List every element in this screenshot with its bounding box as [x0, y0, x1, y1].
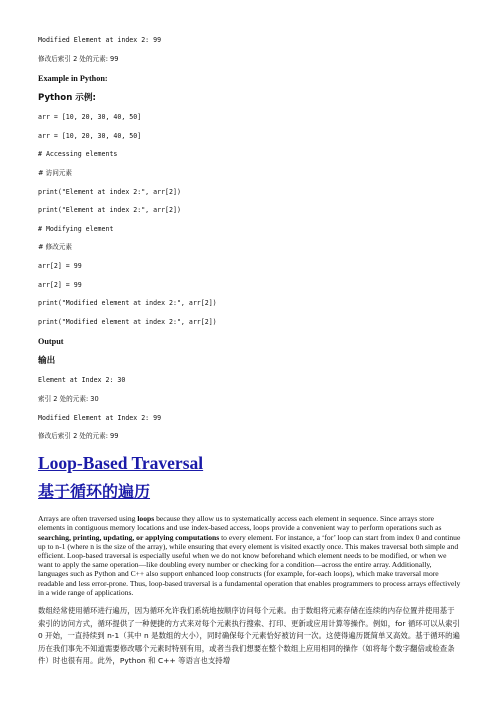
code-line-print-element-dup: print("Element at index 2:", arr[2]) [38, 206, 181, 215]
output-line-modified2-zh: 修改后索引 2 处的元素: 99 [38, 432, 119, 441]
paragraph-run: Arrays are often traversed using [38, 514, 138, 524]
output-line-element-en: Element at Index 2: 30 [38, 376, 126, 385]
paragraph-bold-loops: loops [137, 514, 155, 524]
paragraph-run: because they allow us to systematically access each element in sequence. Since arrays store elements in contiguous memory locations and use index-based access, loops provide a convenient way to perform operations such as [38, 514, 442, 533]
body-paragraph-en [38, 514, 462, 597]
output-line-element-zh: 索引 2 处的元素: 30 [38, 394, 99, 403]
output-line-modified2-en: Modified Element at Index 2: 99 [38, 413, 162, 422]
code-comment-accessing: # Accessing elements [38, 150, 118, 159]
example-python-heading-zh: Python 示例: [38, 93, 96, 104]
code-line-print-modified: print("Modified element at index 2:", arr[2]) [38, 299, 217, 308]
section-title-en: Loop-Based Traversal [38, 453, 204, 474]
code-line-arr-init-dup: arr = [10, 20, 30, 40, 50] [38, 131, 142, 140]
code-line-assign: arr[2] = 99 [38, 261, 82, 270]
code-line-print-element: print("Element at index 2:", arr[2]) [38, 187, 181, 196]
code-comment-modifying: # Modifying element [38, 224, 114, 233]
example-python-heading: Example in Python: [38, 74, 108, 84]
code-line-print-modified-dup: print("Modified element at index 2:", arr[2]) [38, 317, 217, 326]
output-heading-zh: 输出 [38, 356, 56, 367]
code-comment-modifying-zh: # 修改元素 [38, 243, 72, 252]
paragraph-run: to every element. For instance, a ‘for’ loop can start from index 0 and continue up to n-1 (where n is the size of the array), while ensuring that every element is visited exactly once. This makes traversal both simple and efficient. Loop-based traversal is especially useful when we do not know beforehand which element needs to be modified, or when we want to apply the same operation—like doubling every number or checking for a condition—across the entire array. Additionally, languages such as Python and C++ also support enhanced loop constructs (for example, for-each loops), which make traversal more readable and less error-prone. Thus, loop-based traversal is a fundamental operation that enables programmers to process arrays effectively in a wide range of applications. [38, 532, 461, 597]
output-line-modified-zh: 修改后索引 2 处的元素: 99 [38, 54, 119, 63]
code-comment-accessing-zh: # 访问元素 [38, 168, 72, 177]
body-paragraph-zh: 数组经常使用循环进行遍历，因为循环允许我们系统地按顺序访问每个元素。由于数组将元素存储在连续的内存位置并使用基于索引的访问方式，循环提供了一种便捷的方式来对每个元素执行搜索、打印、更新或应用计算等操作。例如，for 循环可以从索引 0 开始，一直持续到 n-1（其中 n 是数组的大小），同时确保每个元素恰好被访问一次。这使得遍历既简单又高效。基于循环的遍历在我们事先不知道需要修改哪个元素时特别有用，或者当我们想要在整个数组上应用相同的操作（如将每个数字翻倍或检查条件）时也很有用。此外，Python 和 C++ 等语言也支持增 [38, 605, 460, 666]
code-line-assign-dup: arr[2] = 99 [38, 280, 82, 289]
paragraph-bold-operations: searching, printing, updating, or applying computations [38, 532, 220, 542]
output-line-modified-en: Modified Element at index 2: 99 [38, 36, 162, 44]
code-line-arr-init: arr = [10, 20, 30, 40, 50] [38, 113, 142, 122]
section-title-zh: 基于循环的遍历 [38, 482, 151, 502]
output-heading: Output [38, 337, 64, 347]
